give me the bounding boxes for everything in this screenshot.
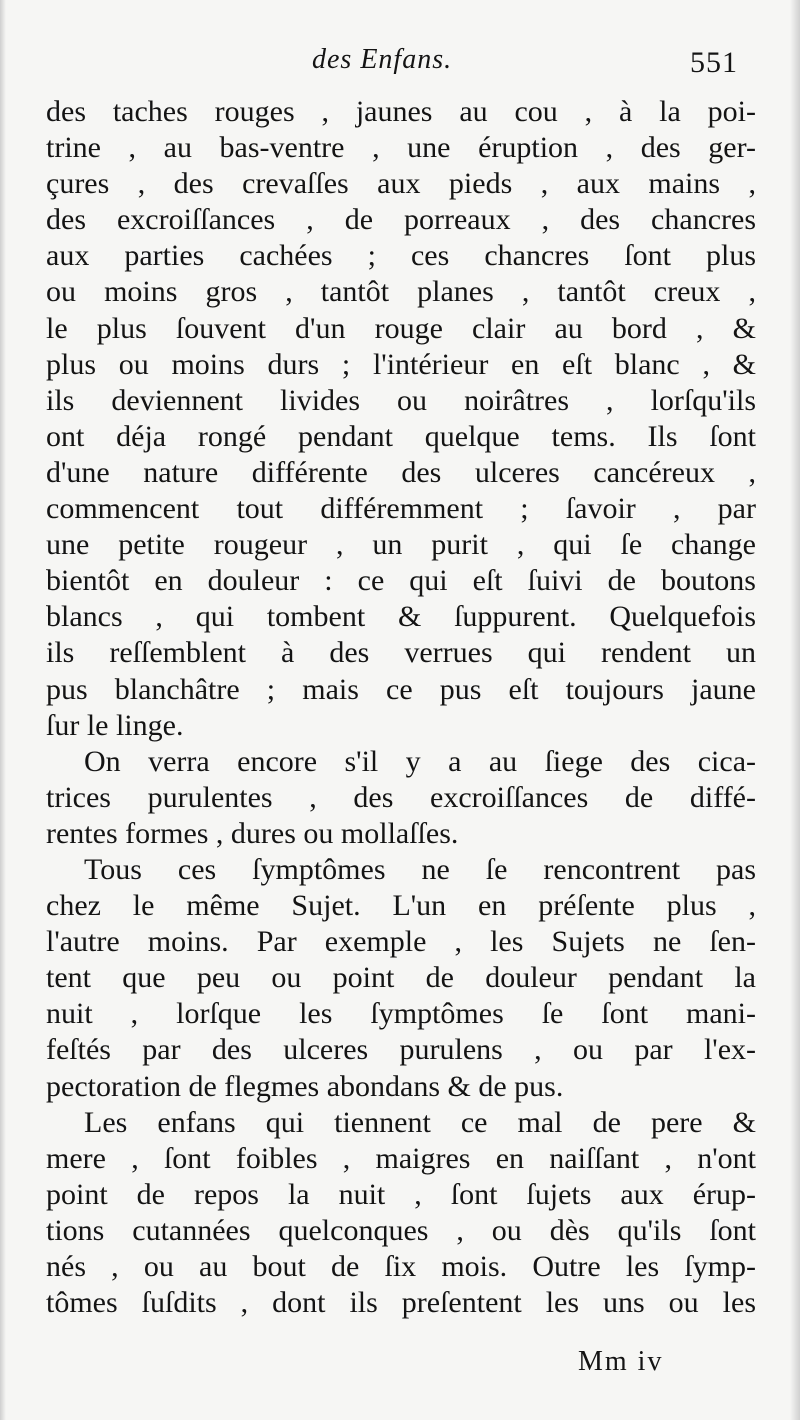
signature-mark: Mm iv [578, 1346, 664, 1377]
text-line: On verra encore s'il y a au ſiege des cica- [84, 744, 756, 778]
text-line: d'une nature différente des ulceres cancéreux , [46, 455, 756, 489]
text-line: rentes formes , dures ou mollaſſes. [46, 816, 459, 850]
text-line: le plus ſouvent d'un rouge clair au bord , & [46, 311, 756, 345]
running-head [0, 40, 800, 88]
text-line: ils deviennent livides ou noirâtres , lorſqu'ils [46, 383, 756, 417]
text-line: des excroiſſances , de porreaux , des chancres [46, 203, 756, 237]
text-line: aux parties cachées ; ces chancres ſont plus [46, 239, 756, 273]
page-number: 551 [690, 46, 738, 79]
text-line: pus blanchâtre ; mais ce pus eſt toujours jaune [46, 672, 756, 706]
text-line: mere , ſont foibles , maigres en naiſſant , n'ont [46, 1141, 756, 1175]
text-line: ou moins gros , tantôt planes , tantôt creux , [46, 275, 756, 309]
text-line: tent que peu ou point de douleur pendant la [46, 961, 756, 995]
text-line: blancs , qui tombent & ſuppurent. Quelquefois [46, 600, 756, 634]
text-line: nuit , lorſque les ſymptômes ſe ſont mani- [46, 997, 756, 1031]
running-title: des Enfans. [312, 44, 453, 75]
text-line: Les enfans qui tiennent ce mal de pere & [84, 1105, 756, 1139]
text-line: tions cutannées quelconques , ou dès qu'ils ſont [46, 1213, 756, 1247]
text-line: commencent tout différemment ; ſavoir , par [46, 492, 756, 526]
text-line: pectoration de flegmes abondans & de pus. [46, 1069, 564, 1103]
text-line: ont déja rongé pendant quelque tems. Ils ſont [46, 419, 756, 453]
page-edge-left [0, 0, 6, 1420]
text-line: chez le même Sujet. L'un en préſente plus , [46, 889, 756, 923]
text-line: point de repos la nuit , ſont ſujets aux érup- [46, 1177, 756, 1211]
text-line: une petite rougeur , un purit , qui ſe change [46, 528, 756, 562]
text-line: Tous ces ſymptômes ne ſe rencontrent pas [84, 852, 756, 886]
text-line: tômes ſuſdits , dont ils preſentent les uns ou les [46, 1286, 756, 1320]
text-line: trices purulentes , des excroiſſances de diffé- [46, 780, 756, 814]
text-line: feſtés par des ulceres purulens , ou par l'ex- [46, 1033, 756, 1067]
text-line: l'autre moins. Par exemple , les Sujets ne ſen- [46, 925, 756, 959]
text-line: ils reſſemblent à des verrues qui rendent un [46, 636, 756, 670]
text-line: bientôt en douleur : ce qui eſt ſuivi de boutons [46, 564, 756, 598]
body-text [46, 94, 756, 1321]
page-edge-right [790, 0, 800, 1420]
text-line: nés , ou au bout de ſix mois. Outre les ſymp- [46, 1250, 756, 1283]
text-line: plus ou moins durs ; l'intérieur en eſt blanc , & [46, 347, 756, 381]
text-line: ſur le linge. [46, 708, 184, 742]
text-line: des taches rouges , jaunes au cou , à la poi- [46, 95, 756, 128]
text-line: trine , au bas-ventre , une éruption , des ger- [46, 131, 756, 165]
text-line: çures , des crevaſſes aux pieds , aux mains , [46, 167, 756, 201]
